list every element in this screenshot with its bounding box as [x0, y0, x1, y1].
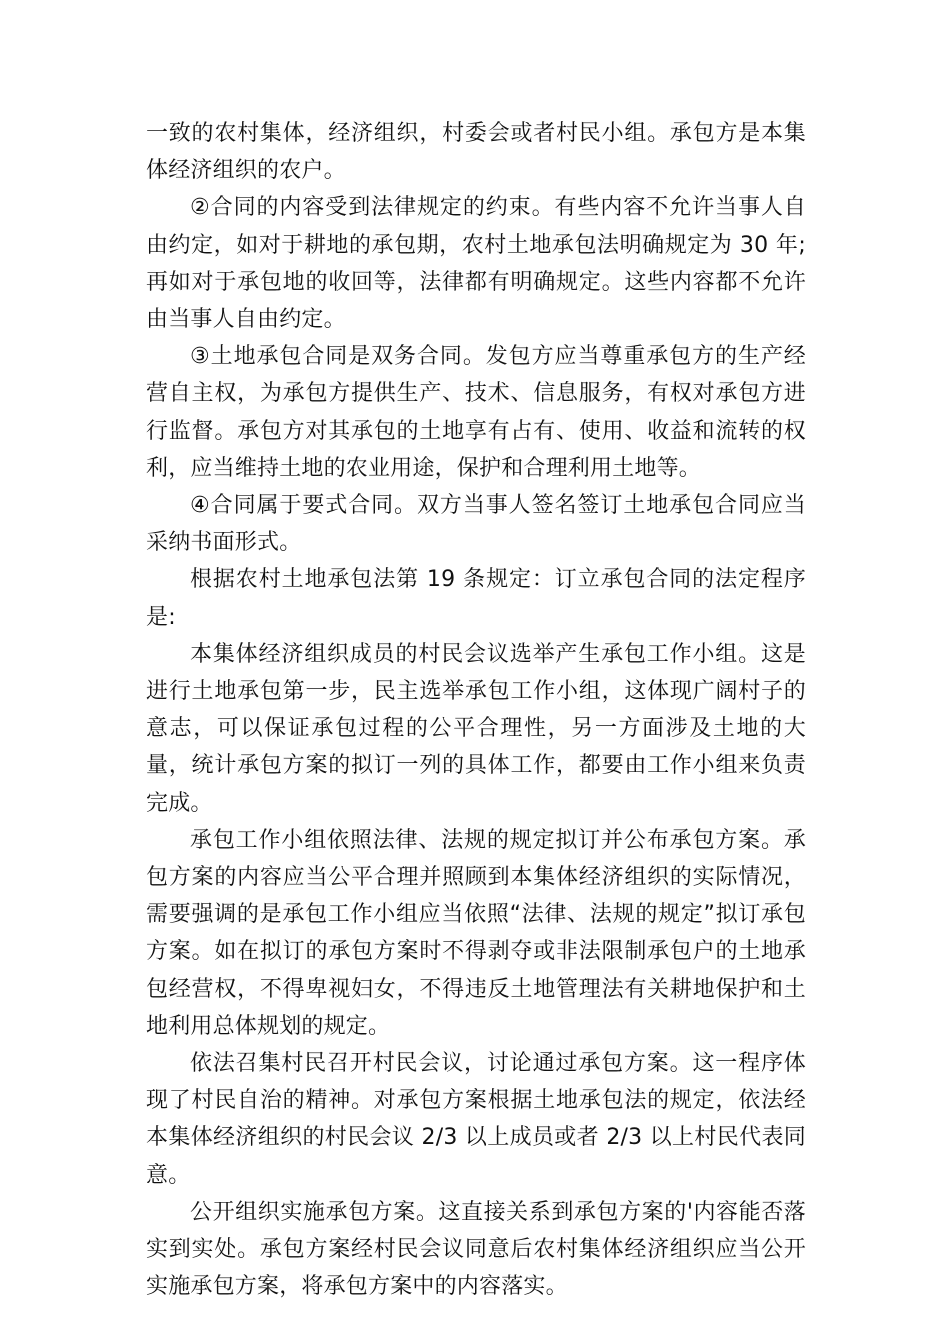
paragraph-legal-procedure-intro: 根据农村土地承包法第 19 条规定：订立承包合同的法定程序是:	[146, 567, 806, 630]
paragraph-elect-working-group: 本集体经济组织成员的村民会议选举产生承包工作小组。这是进行土地承包第一步，民主选举承包工作小组，这体现广阔村子的意志，可以保证承包过程的公平合理性，另一方面涉及土地的大量，统计承包方案的拟订一列的具体工作，都要由工作小组来负责完成。	[146, 641, 806, 816]
paragraph-bilateral-contract: ③土地承包合同是双务合同。发包方应当尊重承包方的生产经营自主权，为承包方提供生产、技术、信息服务，有权对承包方进行监督。承包方对其承包的土地享有占有、使用、收益和流转的权利，应当维持土地的农业用途，保护和合理利用土地等。	[146, 344, 806, 481]
paragraph-village-meeting: 依法召集村民召开村民会议，讨论通过承包方案。这一程序体现了村民自治的精神。对承包方案根据土地承包法的规定，依法经本集体经济组织的村民会议 2/3 以上成员或者 2/3 以上村民代表同意。	[146, 1051, 806, 1188]
paragraph-contract-content-constraint: ②合同的内容受到法律规定的约束。有些内容不允许当事人自由约定，如对于耕地的承包期，农村土地承包法明确规定为 30 年;再如对于承包地的收回等，法律都有明确规定。这些内容都不允许由当事人自由约定。	[146, 195, 806, 333]
paragraph-continuation: 一致的农村集体，经济组织，村委会或者村民小组。承包方是本集体经济组织的农户。	[146, 121, 806, 184]
paragraph-draft-contract-plan: 承包工作小组依照法律、法规的规定拟订并公布承包方案。承包方案的内容应当公平合理并照顾到本集体经济组织的实际情况，需要强调的是承包工作小组应当依照“法律、法规的规定”拟订承包方案。如在拟订的承包方案时不得剥夺或非法限制承包户的土地承包经营权，不得卑视妇女，不得违反土地管理法有关耕地保护和土地利用总体规划的规定。	[146, 827, 806, 1039]
document-body	[146, 115, 806, 1306]
paragraph-formal-contract: ④合同属于要式合同。双方当事人签名签订土地承包合同应当采纳书面形式。	[146, 493, 806, 556]
paragraph-implement-plan: 公开组织实施承包方案。这直接关系到承包方案的'内容能否落实到实处。承包方案经村民会议同意后农村集体经济组织应当公开实施承包方案，将承包方案中的内容落实。	[146, 1199, 806, 1300]
